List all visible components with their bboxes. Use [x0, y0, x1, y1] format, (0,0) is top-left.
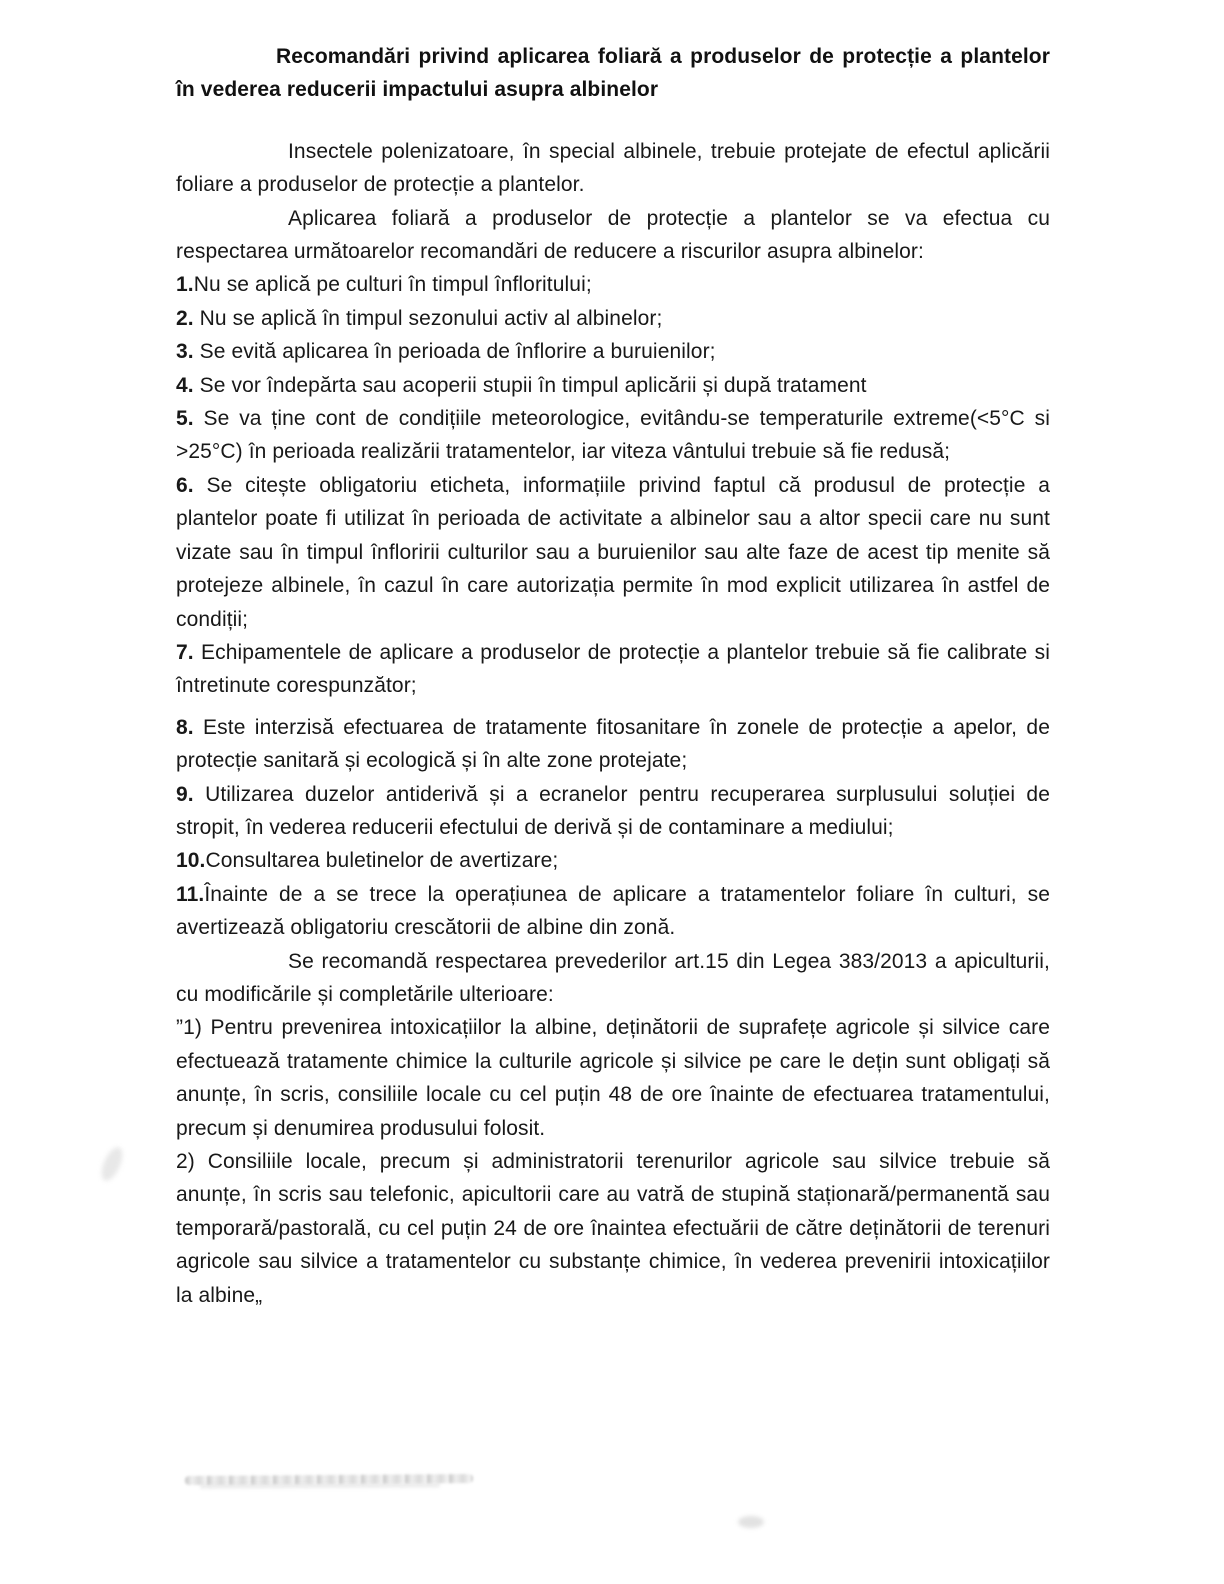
- list-item-9: [176, 778, 1050, 845]
- scan-smudge-line-shadow: [200, 1483, 440, 1488]
- page-title: Recomandări privind aplicarea foliară a produselor de protecție a plantelor în vederea reducerii impactului asupra albinelor: [176, 45, 1050, 102]
- item-text-6: Se citește obligatoriu eticheta, informațiile privind faptul că produsul de protecție a plantelor poate fi utilizat în perioada de activitate a albinelor sau a altor specii care nu sunt vizate sau în timpul înfloririi culturilor sau a buruienilor sau alte faze de acest tip menite să protejeze albinele, în cazul în care autorizația permite în mod explicit utilizarea în astfel de condiții;: [176, 473, 1050, 631]
- list-item-7: [176, 636, 1050, 703]
- list-item-10: [176, 844, 1050, 877]
- item-text-7: Echipamentele de aplicare a produselor de protecție a plantelor trebuie să fie calibrate si întretinute corespunzător;: [176, 640, 1050, 698]
- item-text-4: Se vor îndepărta sau acoperii stupii în timpul aplicării și după tratament: [193, 373, 867, 397]
- item-number-5: 5.: [176, 407, 194, 431]
- item-text-3: Se evită aplicarea în perioada de înflorire a buruienilor;: [193, 340, 716, 364]
- item-text-2: Nu se aplică în timpul sezonului activ al albinelor;: [193, 306, 663, 330]
- item-number-10: 10.: [176, 849, 206, 873]
- paragraph-pollinators: Insectele polenizatoare, în special albinele, trebuie protejate de efectul aplicării foliare a produselor de protecție a plantelor.: [176, 139, 1050, 197]
- item-text-1: Nu se aplică pe culturi în timpul înfloritului;: [193, 273, 592, 297]
- item-number-8: 8.: [176, 715, 194, 739]
- list-item-8: [176, 711, 1050, 778]
- paragraph-law-reference: Se recomandă respectarea prevederilor art.15 din Legea 383/2013 a apiculturii, cu modificările și completările ulterioare:: [176, 949, 1050, 1006]
- list-item-1: [176, 268, 1050, 301]
- item-number-6: 6.: [176, 473, 194, 497]
- list-item-5: [176, 402, 1050, 469]
- item-text-8: Este interzisă efectuarea de tratamente fitosanitare în zonele de protecție a apelor, de protecție sanitară și ecologică și în alte zone protejate;: [176, 715, 1050, 773]
- item-text-10: Consultarea buletinelor de avertizare;: [205, 849, 559, 873]
- item-number-2: 2.: [176, 306, 194, 330]
- paragraph-law-quote-1: ”1) Pentru prevenirea intoxicațiilor la albine, deținătorii de suprafețe agricole și silvice care efectuează tratamente chimice la culturile agricole și silvice pe care le dețin sunt obligați să anunțe, în scris, consiliile locale cu cel puțin 48 de ore înainte de efectuarea tratamentului, precum și denumirea produsului folosit.: [176, 1016, 1050, 1140]
- scan-smudge-mark: [97, 1144, 126, 1183]
- list-item-11: [176, 878, 1050, 945]
- item-text-5: Se va ține cont de condițiile meteorologice, evitându-se temperaturile extreme(<5°C si >25°C) în perioada realizării tratamentelor, iar viteza vântului trebuie să fie redusă;: [176, 407, 1050, 464]
- paragraph-law-quote-2: 2) Consiliile locale, precum și administratorii terenurilor agricole sau silvice trebuie să anunțe, în scris sau telefonic, apicultorii care au vatră de stupină staționară/permanentă sau temporară/pastorală, cu cel puțin 24 de ore înaintea efectuării de către deținătorii de terenuri agricole sau silvice a tratamentelor cu substanțe chimice, în vederea prevenirii intoxicațiilor la albine„: [176, 1150, 1050, 1307]
- item-number-3: 3.: [176, 340, 194, 364]
- item-text-9: Utilizarea duzelor antiderivă și a ecranelor pentru recuperarea surplusului soluției de stropit, în vederea reducerii efectului de derivă și de contaminare a mediului;: [176, 782, 1050, 839]
- paragraph-application-intro: Aplicarea foliară a produselor de protecție a plantelor se va efectua cu respectarea următoarelor recomandări de reducere a riscurilor asupra albinelor:: [176, 206, 1050, 264]
- item-number-4: 4.: [176, 373, 194, 397]
- list-item-4: [176, 369, 1050, 402]
- item-number-11: 11.: [176, 882, 205, 906]
- item-number-7: 7.: [176, 640, 194, 664]
- item-number-9: 9.: [176, 782, 194, 806]
- list-item-2: [176, 302, 1050, 335]
- item-text-11: Înainte de a se trece la operațiunea de aplicare a tratamentelor foliare în culturi, se avertizează obligatoriu crescătorii de albine din zonă.: [176, 882, 1050, 940]
- document-body: [176, 40, 1050, 1312]
- item-number-1: 1.: [176, 273, 194, 297]
- list-item-6: [176, 469, 1050, 636]
- scan-smudge-dot: [738, 1516, 764, 1528]
- list-item-3: [176, 335, 1050, 368]
